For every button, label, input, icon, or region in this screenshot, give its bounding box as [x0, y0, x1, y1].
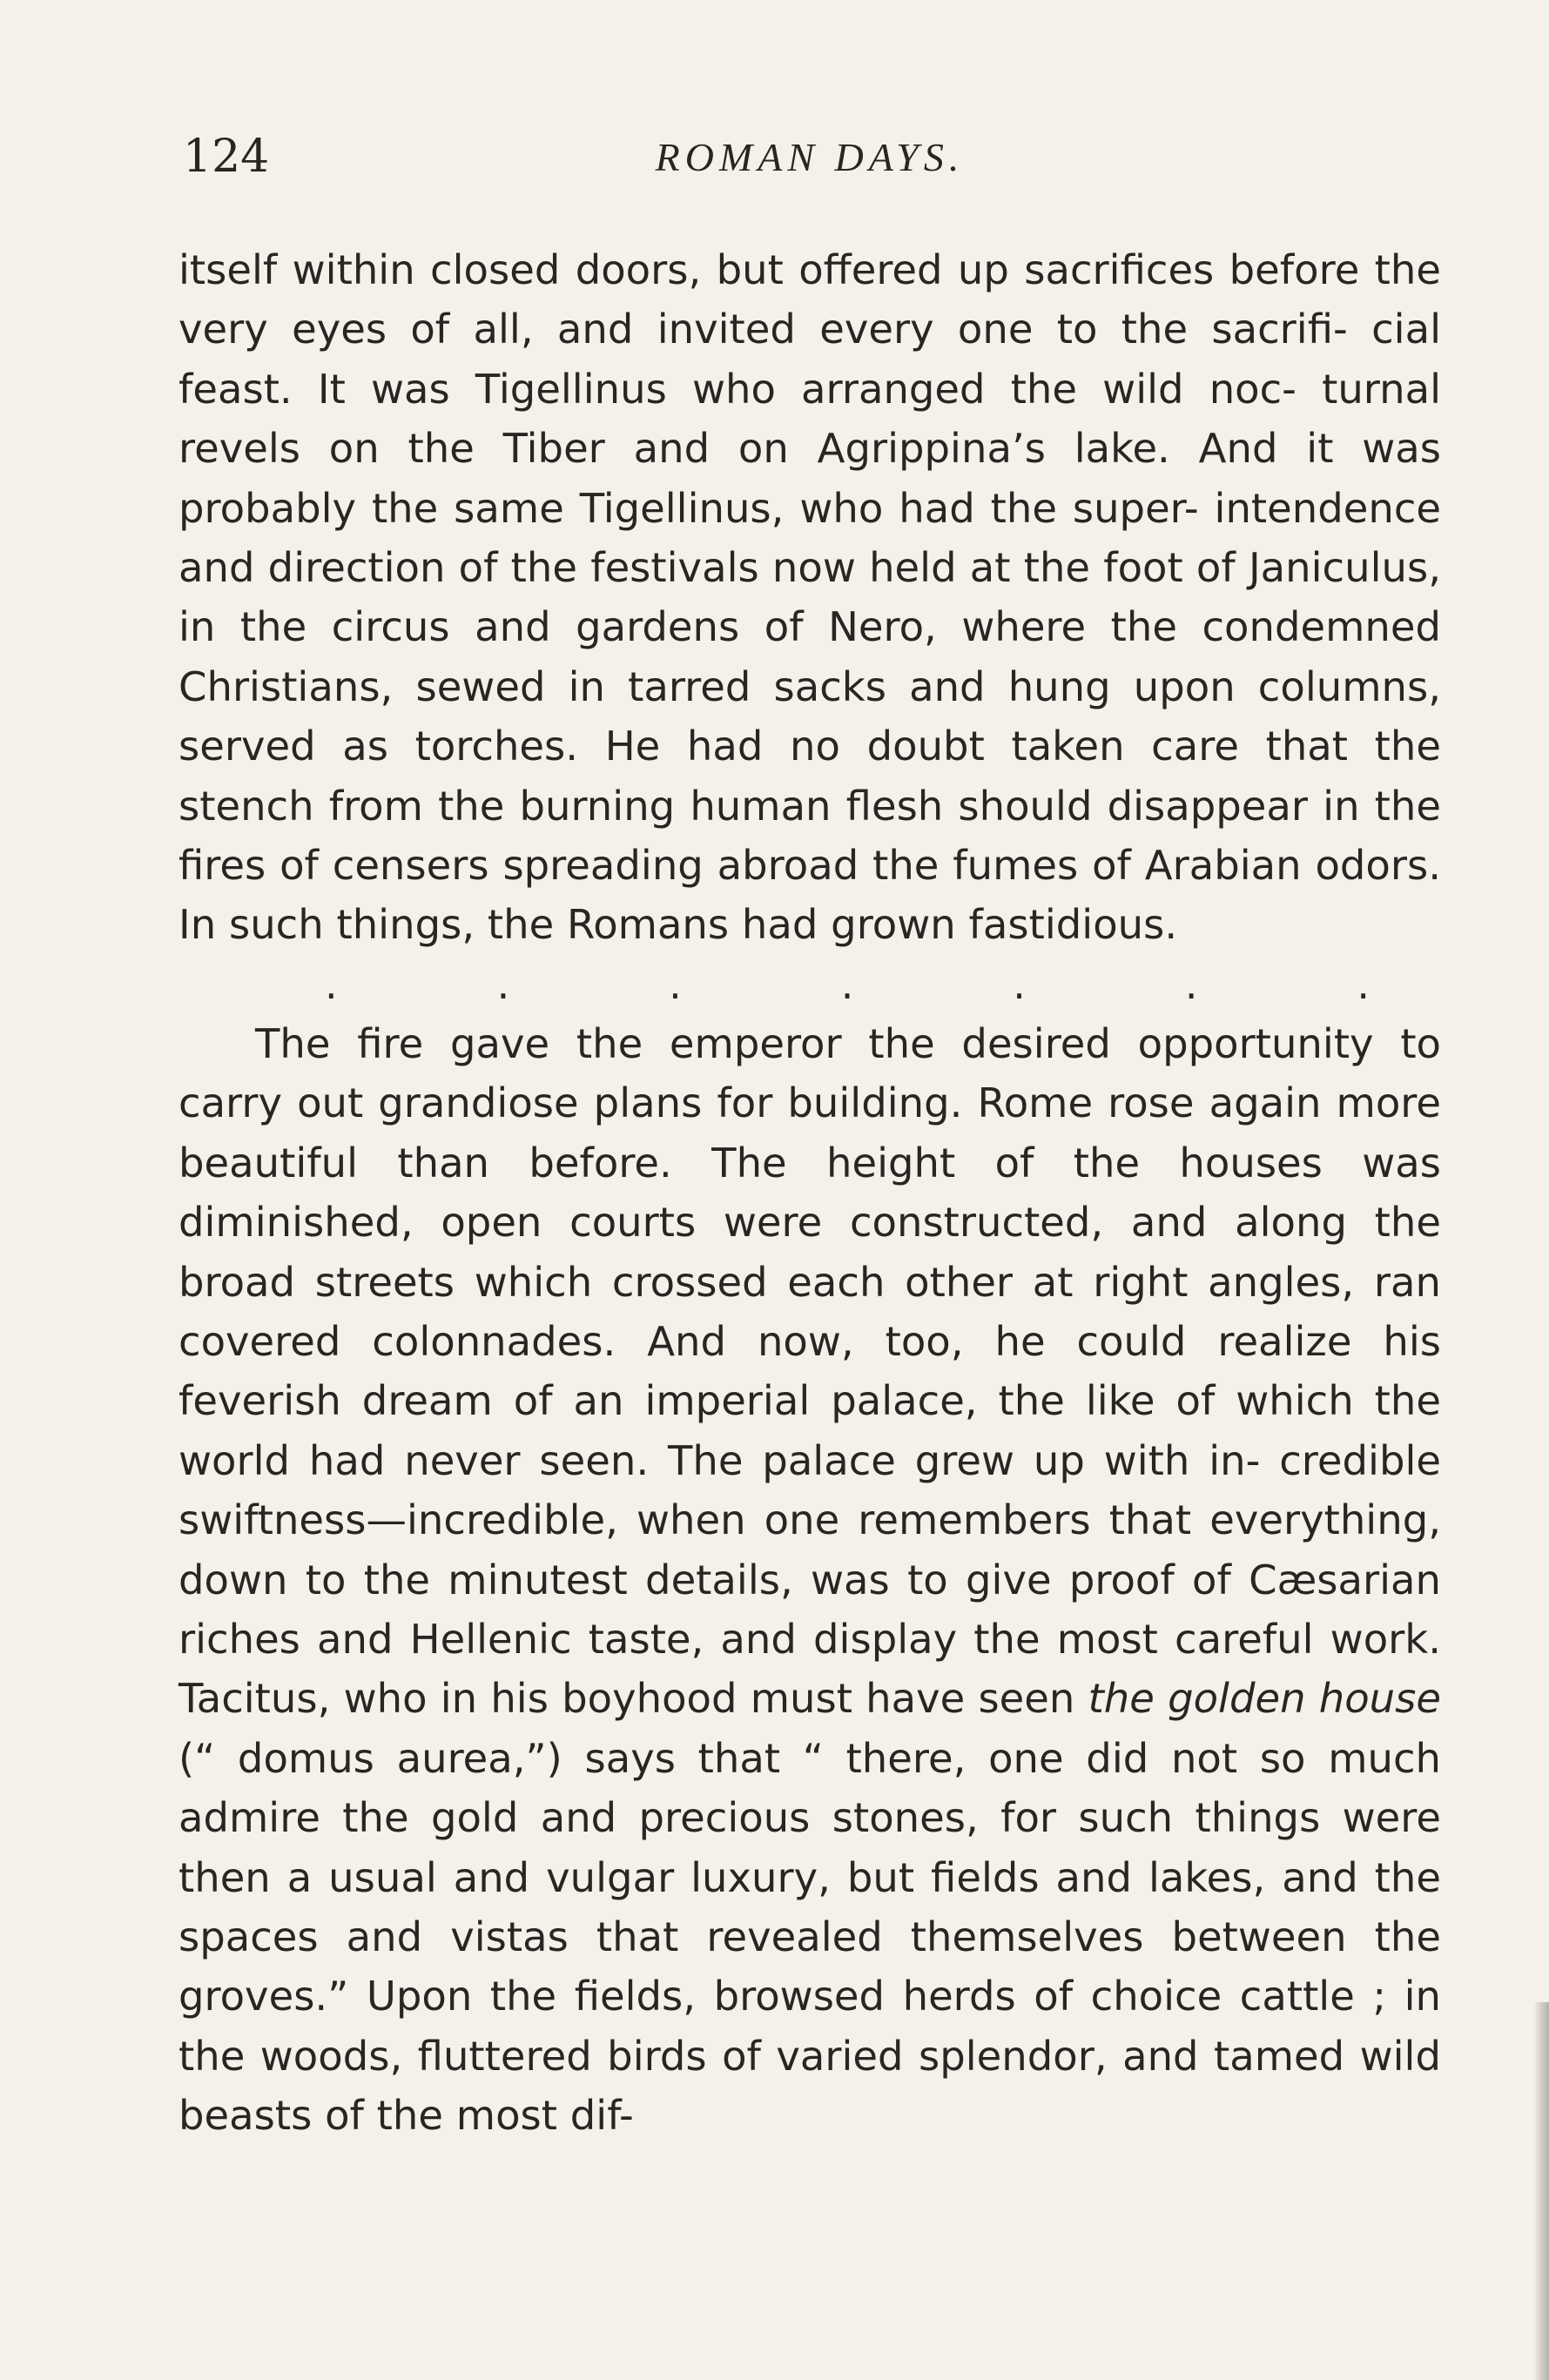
running-title: ROMAN DAYS. — [655, 135, 965, 179]
section-break-dot: . — [1013, 960, 1026, 1008]
paragraph-2 — [178, 1014, 1441, 2146]
body-text — [178, 240, 1441, 2146]
page-header — [183, 131, 1437, 200]
section-break-dot: . — [1357, 960, 1370, 1008]
paragraph-2-part-2: (“ domus aurea,”) says that “ there, one did not so much admire the gold and precious stones, for such things were then a usual and vulgar luxury, but fields and lakes, and the spaces and vistas that revealed themselves between the groves.” Upon the fields, browsed herds of choice cattle ; in the woods, fluttered birds of varied splendor, and tamed wild beasts of the most dif- — [178, 1734, 1441, 2140]
paragraph-1: itself within closed doors, but offered up sacrifices before the very eyes of all, and invited every one to the sacrifi- cial feast. It was Tigellinus who arranged the wild noc- turnal revels on the Tiber and on Agrippina’s lake. And it was probably the same Tigellinus, who had the super- intendence and direction of the festivals now held at the foot of Janiculus, in the circus and gardens of Nero, where the condemned Christians, sewed in tarred sacks and hung upon columns, served as torches. He had no doubt taken care that the stench from the burning human flesh should disappear in the fires of censers spreading abroad the fumes of Arabian odors. In such things, the Romans had grown fastidious. — [178, 246, 1441, 949]
section-break-dot: . — [1184, 960, 1198, 1008]
page-edge-shadow — [1533, 2002, 1549, 2380]
section-break-dot: . — [669, 960, 682, 1008]
paragraph-2-part-1: The fire gave the emperor the desired opportunity to carry out grandiose plans for building. Rome rose again more beautiful than before. The height of the houses was diminished, open courts were constructed, and along the broad streets which crossed each other at right angles, ran covered colonnades. And now, too, he could realize his feverish dream of an imperial palace, the like of which the world had never seen. The palace grew up with in- credible swiftness—incredible, when one remembers that everything, down to the minutest details, was to give proof of Cæsarian riches and Hellenic taste, and display the most careful work. Tacitus, who in his boyhood must have seen — [178, 1019, 1441, 1723]
page-number: 124 — [183, 131, 270, 183]
section-break — [178, 955, 1441, 1014]
section-break-dot: . — [325, 960, 338, 1008]
section-break-dot: . — [840, 960, 854, 1008]
italic-title: the golden house — [1088, 1675, 1441, 1723]
section-break-dot: . — [496, 960, 510, 1008]
